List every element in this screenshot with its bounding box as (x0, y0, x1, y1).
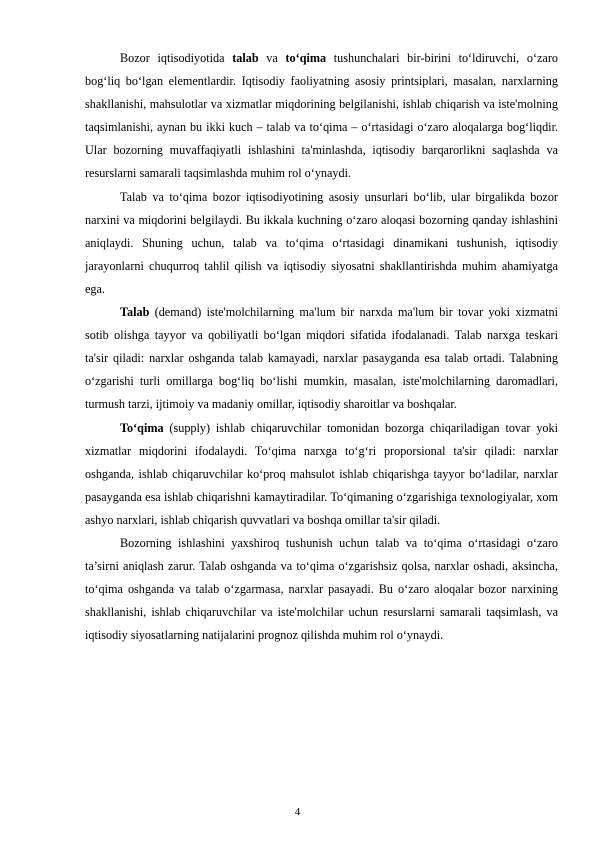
paragraph-1-text: Bozor iqtisodiyotida (120, 51, 233, 65)
term-talab-heading: Talab (120, 305, 150, 320)
term-talab: talab (232, 51, 259, 65)
paragraph-4 (85, 417, 558, 532)
paragraph-5-text: Bozorning ishlashini yaxshiroq tushunish uchun talab va to‘qima o‘rtasidagi o‘zaro ta’sirni aniqlash zarur. Talab oshganda va to‘qima o‘zgarishsiz qolsa, narxlar oshadi, aksincha, to‘qima oshganda va talab o‘zgarmasa, narxlar pasayadi. Bu o‘zaro aloqalar bozor narxining shakllanishi, ishlab chiqaruvchilar va iste'molchilar uchun resurslarni samarali taqsimlash, va iqtisodiy siyosatlarning natijalarini prognoz qilishda muhim rol o‘ynaydi. (85, 535, 558, 643)
paragraph-2 (85, 186, 558, 301)
paragraph-1 (85, 47, 558, 186)
term-toqima-heading: To‘qima (120, 420, 164, 435)
page-number: 4 (294, 806, 301, 818)
paragraph-1-text: tushunchalari bir-birini to‘ldiruvchi, o‘zaro bog‘liq bo‘lgan elementlardir. Iqtisodiy faoliyatning asosiy printsiplari, masalan, narxlarning shakllanishi, mahsulotlar va xizmatlar miqdorining belgilanishi, ishlab chiqarish va iste'molning taqsimlanishi, aynan bu ikki kuch – talab va to‘qima – o‘rtasidagi o‘zaro aloqalarga bog‘liqdir. Ular bozorning muvaffaqiyatli ishlashini ta'minlashda, iqtisodiy barqarorlikni saqlashda va resurslarni samarali taqsimlashda muhim rol o‘ynaydi. (85, 51, 558, 181)
paragraph-2-text: Talab va to‘qima bozor iqtisodiyotining asosiy unsurlari bo‘lib, ular birgalikda bozor narxini va miqdorini belgilaydi. Bu ikkala kuchning o‘zaro aloqasi bozorning qanday ishlashini aniqlaydi. Shuning uchun, talab va to‘qima o‘rtasidagi dinamikani tushunish, iqtisodiy jarayonlarni chuqurroq tahlil qilish va iqtisodiy siyosatni shakllantirishda muhim ahamiyatga ega. (85, 189, 558, 296)
term-toqima: to‘qima (285, 51, 327, 65)
paragraph-3 (85, 301, 558, 416)
paragraph-5 (85, 532, 558, 647)
paragraph-1-text: va (258, 51, 286, 65)
document-page (85, 47, 558, 647)
paragraph-4-text: (supply) ishlab chiqaruvchilar tomonidan bozorga chiqariladigan tovar yoki xizmatlar miqdorini ifodalaydi. To‘qima narxga to‘g‘ri proporsional ta'sir qiladi: narxlar oshganda, ishlab chiqaruvchilar ko‘proq mahsulot ishlab chiqarishga tayyor bo‘ladilar, narxlar pasayganda esa ishlab chiqarishni kamaytiradilar. To‘qimaning o‘zgarishiga texnologiyalar, xom ashyo narxlari, ishlab chiqarish quvvatlari va boshqa omillar ta'sir qiladi. (85, 420, 558, 527)
paragraph-3-text: (demand) iste'molchilarning ma'lum bir narxda ma'lum bir tovar yoki xizmatni sotib olishga tayyor va qobiliyatli bo‘lgan miqdori sifatida ifodalanadi. Talab narxga teskari ta'sir qiladi: narxlar oshganda talab kamayadi, narxlar pasayganda esa talab ortadi. Talabning o‘zgarishi turli omillarga bog‘liq bo‘lishi mumkin, masalan, iste'molchilarning daromadlari, turmush tarzi, ijtimoiy va madaniy omillar, iqtisodiy sharoitlar va boshqalar. (85, 305, 558, 412)
